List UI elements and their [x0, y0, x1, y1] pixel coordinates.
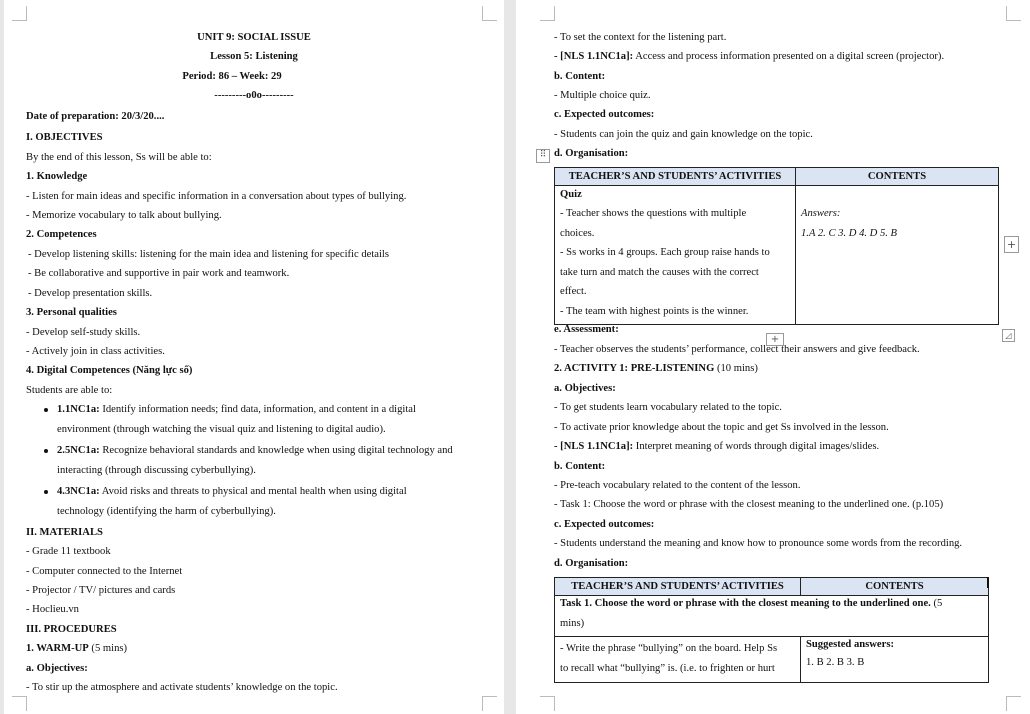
list-item: - To activate prior knowledge about the topic and get Ss involved in the lesson.: [554, 422, 889, 433]
knowledge-heading: 1. Knowledge: [26, 171, 88, 182]
list-item: - [NLS 1.1NC1a]: Access and process information presented on a digital screen (projector).: [554, 51, 945, 62]
list-item: - Be collaborative and supportive in pair work and teamwork.: [28, 268, 290, 279]
suggested-answers-value: 1. B 2. B 3. B: [806, 657, 865, 668]
a1-content-heading: b. Content:: [554, 461, 606, 472]
list-item: - Develop self-study skills.: [26, 327, 141, 338]
list-item: - Memorize vocabulary to talk about bullying.: [26, 210, 222, 221]
list-item: - Develop listening skills: listening for the main idea and listening for specific details: [28, 249, 389, 260]
page-corner-mark: [12, 696, 27, 711]
page-corner-mark: [540, 696, 555, 711]
task-title: Task 1. Choose the word or phrase with the closest meaning to the underlined one. (5: [560, 598, 943, 609]
objectives-heading: I. OBJECTIVES: [26, 132, 103, 143]
bullet-icon: [44, 490, 48, 494]
page-corner-mark: [540, 6, 555, 21]
table-cell-line: - Write the phrase “bullying” on the board. Help Ss: [560, 643, 778, 654]
table-header-cell: TEACHER’S AND STUDENTS’ ACTIVITIES: [555, 578, 800, 596]
list-item: - Students can join the quiz and gain knowledge on the topic.: [554, 129, 813, 140]
table-cell-line: - Teacher shows the questions with multiple: [560, 208, 747, 219]
digital-intro: Students are able to:: [26, 385, 113, 396]
table-cell-line: choices.: [560, 228, 595, 239]
list-item: - Projector / TV/ pictures and cards: [26, 585, 176, 596]
text-cursor: [987, 577, 989, 588]
quiz-title: Quiz: [560, 189, 582, 200]
list-item-continuation: interacting (through discussing cyberbullying).: [57, 465, 256, 476]
list-item: - Hoclieu.vn: [26, 604, 79, 615]
assessment-heading: e. Assessment:: [554, 324, 619, 335]
list-item: - To get students learn vocabulary related to the topic.: [554, 402, 782, 413]
page-corner-mark: [482, 696, 497, 711]
activity1-heading: 2. ACTIVITY 1: PRE-LISTENING (10 mins): [554, 363, 758, 374]
bullet-icon: [44, 449, 48, 453]
warmup-objectives-heading: a. Objectives:: [26, 663, 88, 674]
page-gap: [504, 0, 516, 714]
list-item: - Grade 11 textbook: [26, 546, 111, 557]
page-corner-mark: [1006, 696, 1021, 711]
table-cell-line: - Ss works in 4 groups. Each group raise hands to: [560, 247, 770, 258]
table-column-divider: [795, 168, 796, 324]
separator: ---------o0o---------: [214, 90, 294, 101]
add-column-icon[interactable]: +: [1004, 236, 1019, 253]
competences-heading: 2. Competences: [26, 229, 97, 240]
list-item: - Actively join in class activities.: [26, 346, 165, 357]
date-line: Date of preparation: 20/3/20....: [26, 111, 165, 122]
list-item: - Pre-teach vocabulary related to the content of the lesson.: [554, 480, 801, 491]
list-item: - Listen for main ideas and specific information in a conversation about types of bullying.: [26, 191, 407, 202]
list-item: 1.1NC1a: Identify information needs; find data, information, and content in a digital: [57, 404, 416, 415]
personal-heading: 3. Personal qualities: [26, 307, 117, 318]
task-table: [554, 577, 989, 683]
table-header-cell: TEACHER’S AND STUDENTS’ ACTIVITIES: [555, 168, 795, 186]
page-corner-mark: [1006, 6, 1021, 21]
document-page-left: [4, 0, 504, 714]
content-heading: b. Content:: [554, 71, 606, 82]
lesson-title: Lesson 5: Listening: [210, 51, 298, 62]
list-item-continuation: technology (identifying the harm of cyberbullying).: [57, 506, 276, 517]
procedures-heading: III. PROCEDURES: [26, 624, 117, 635]
bullet-icon: [44, 408, 48, 412]
organisation-heading: d. Organisation:: [554, 148, 629, 159]
table-cell-line: take turn and match the causes with the correct: [560, 267, 759, 278]
activity-table: [554, 167, 999, 325]
add-row-icon[interactable]: +: [766, 333, 784, 346]
table-column-divider: [800, 636, 801, 682]
warmup-heading: 1. WARM-UP (5 mins): [26, 643, 128, 654]
suggested-answers-label: Suggested answers:: [806, 639, 894, 650]
list-item: - Develop presentation skills.: [28, 288, 153, 299]
list-item: - To set the context for the listening part.: [554, 32, 727, 43]
table-column-divider: [800, 578, 801, 596]
task-time: mins): [560, 618, 585, 629]
answers-value: 1.A 2. C 3. D 4. D 5. B: [801, 228, 898, 239]
list-item: - Teacher observes the students’ performance, collect their answers and give feedback.: [554, 344, 920, 355]
table-cell-line: effect.: [560, 286, 587, 297]
table-cell-line: to recall what “bullying” is. (i.e. to frighten or hurt: [560, 663, 775, 674]
materials-heading: II. MATERIALS: [26, 527, 103, 538]
table-header-cell: CONTENTS: [801, 578, 988, 596]
list-item: - Students understand the meaning and know how to pronounce some words from the recording.: [554, 538, 963, 549]
table-row-divider: [555, 636, 988, 637]
list-item: - Computer connected to the Internet: [26, 566, 183, 577]
period-line: Period: 86 – Week: 29: [182, 71, 282, 82]
page-corner-mark: [482, 6, 497, 21]
digital-heading: 4. Digital Competences (Năng lực số): [26, 365, 193, 376]
list-item: - Task 1: Choose the word or phrase with the closest meaning to the underlined one. (p.105): [554, 499, 944, 510]
a1-organisation-heading: d. Organisation:: [554, 558, 629, 569]
list-item: - To stir up the atmosphere and activate students’ knowledge on the topic.: [26, 682, 338, 693]
document-page-right: [516, 0, 1030, 714]
list-item: 2.5NC1a: Recognize behavioral standards and knowledge when using digital technology and: [57, 445, 453, 456]
list-item: 4.3NC1a: Avoid risks and threats to physical and mental health when using digital: [57, 486, 407, 497]
table-resize-handle[interactable]: ◿: [1002, 329, 1015, 342]
list-item: - Multiple choice quiz.: [554, 90, 651, 101]
page-corner-mark: [12, 6, 27, 21]
list-item: - [NLS 1.1NC1a]: Interpret meaning of words through digital images/slides.: [554, 441, 880, 452]
objectives-intro: By the end of this lesson, Ss will be able to:: [26, 152, 212, 163]
outcomes-heading: c. Expected outcomes:: [554, 109, 655, 120]
a1-objectives-heading: a. Objectives:: [554, 383, 616, 394]
table-header-cell: CONTENTS: [796, 168, 998, 186]
table-move-handle[interactable]: ⠿: [536, 149, 550, 163]
unit-title: UNIT 9: SOCIAL ISSUE: [197, 32, 311, 43]
list-item-continuation: environment (through watching the visual quiz and listening to digital audio).: [57, 424, 386, 435]
answers-label: Answers:: [801, 208, 841, 219]
table-cell-line: - The team with highest points is the winner.: [560, 306, 749, 317]
a1-outcomes-heading: c. Expected outcomes:: [554, 519, 655, 530]
